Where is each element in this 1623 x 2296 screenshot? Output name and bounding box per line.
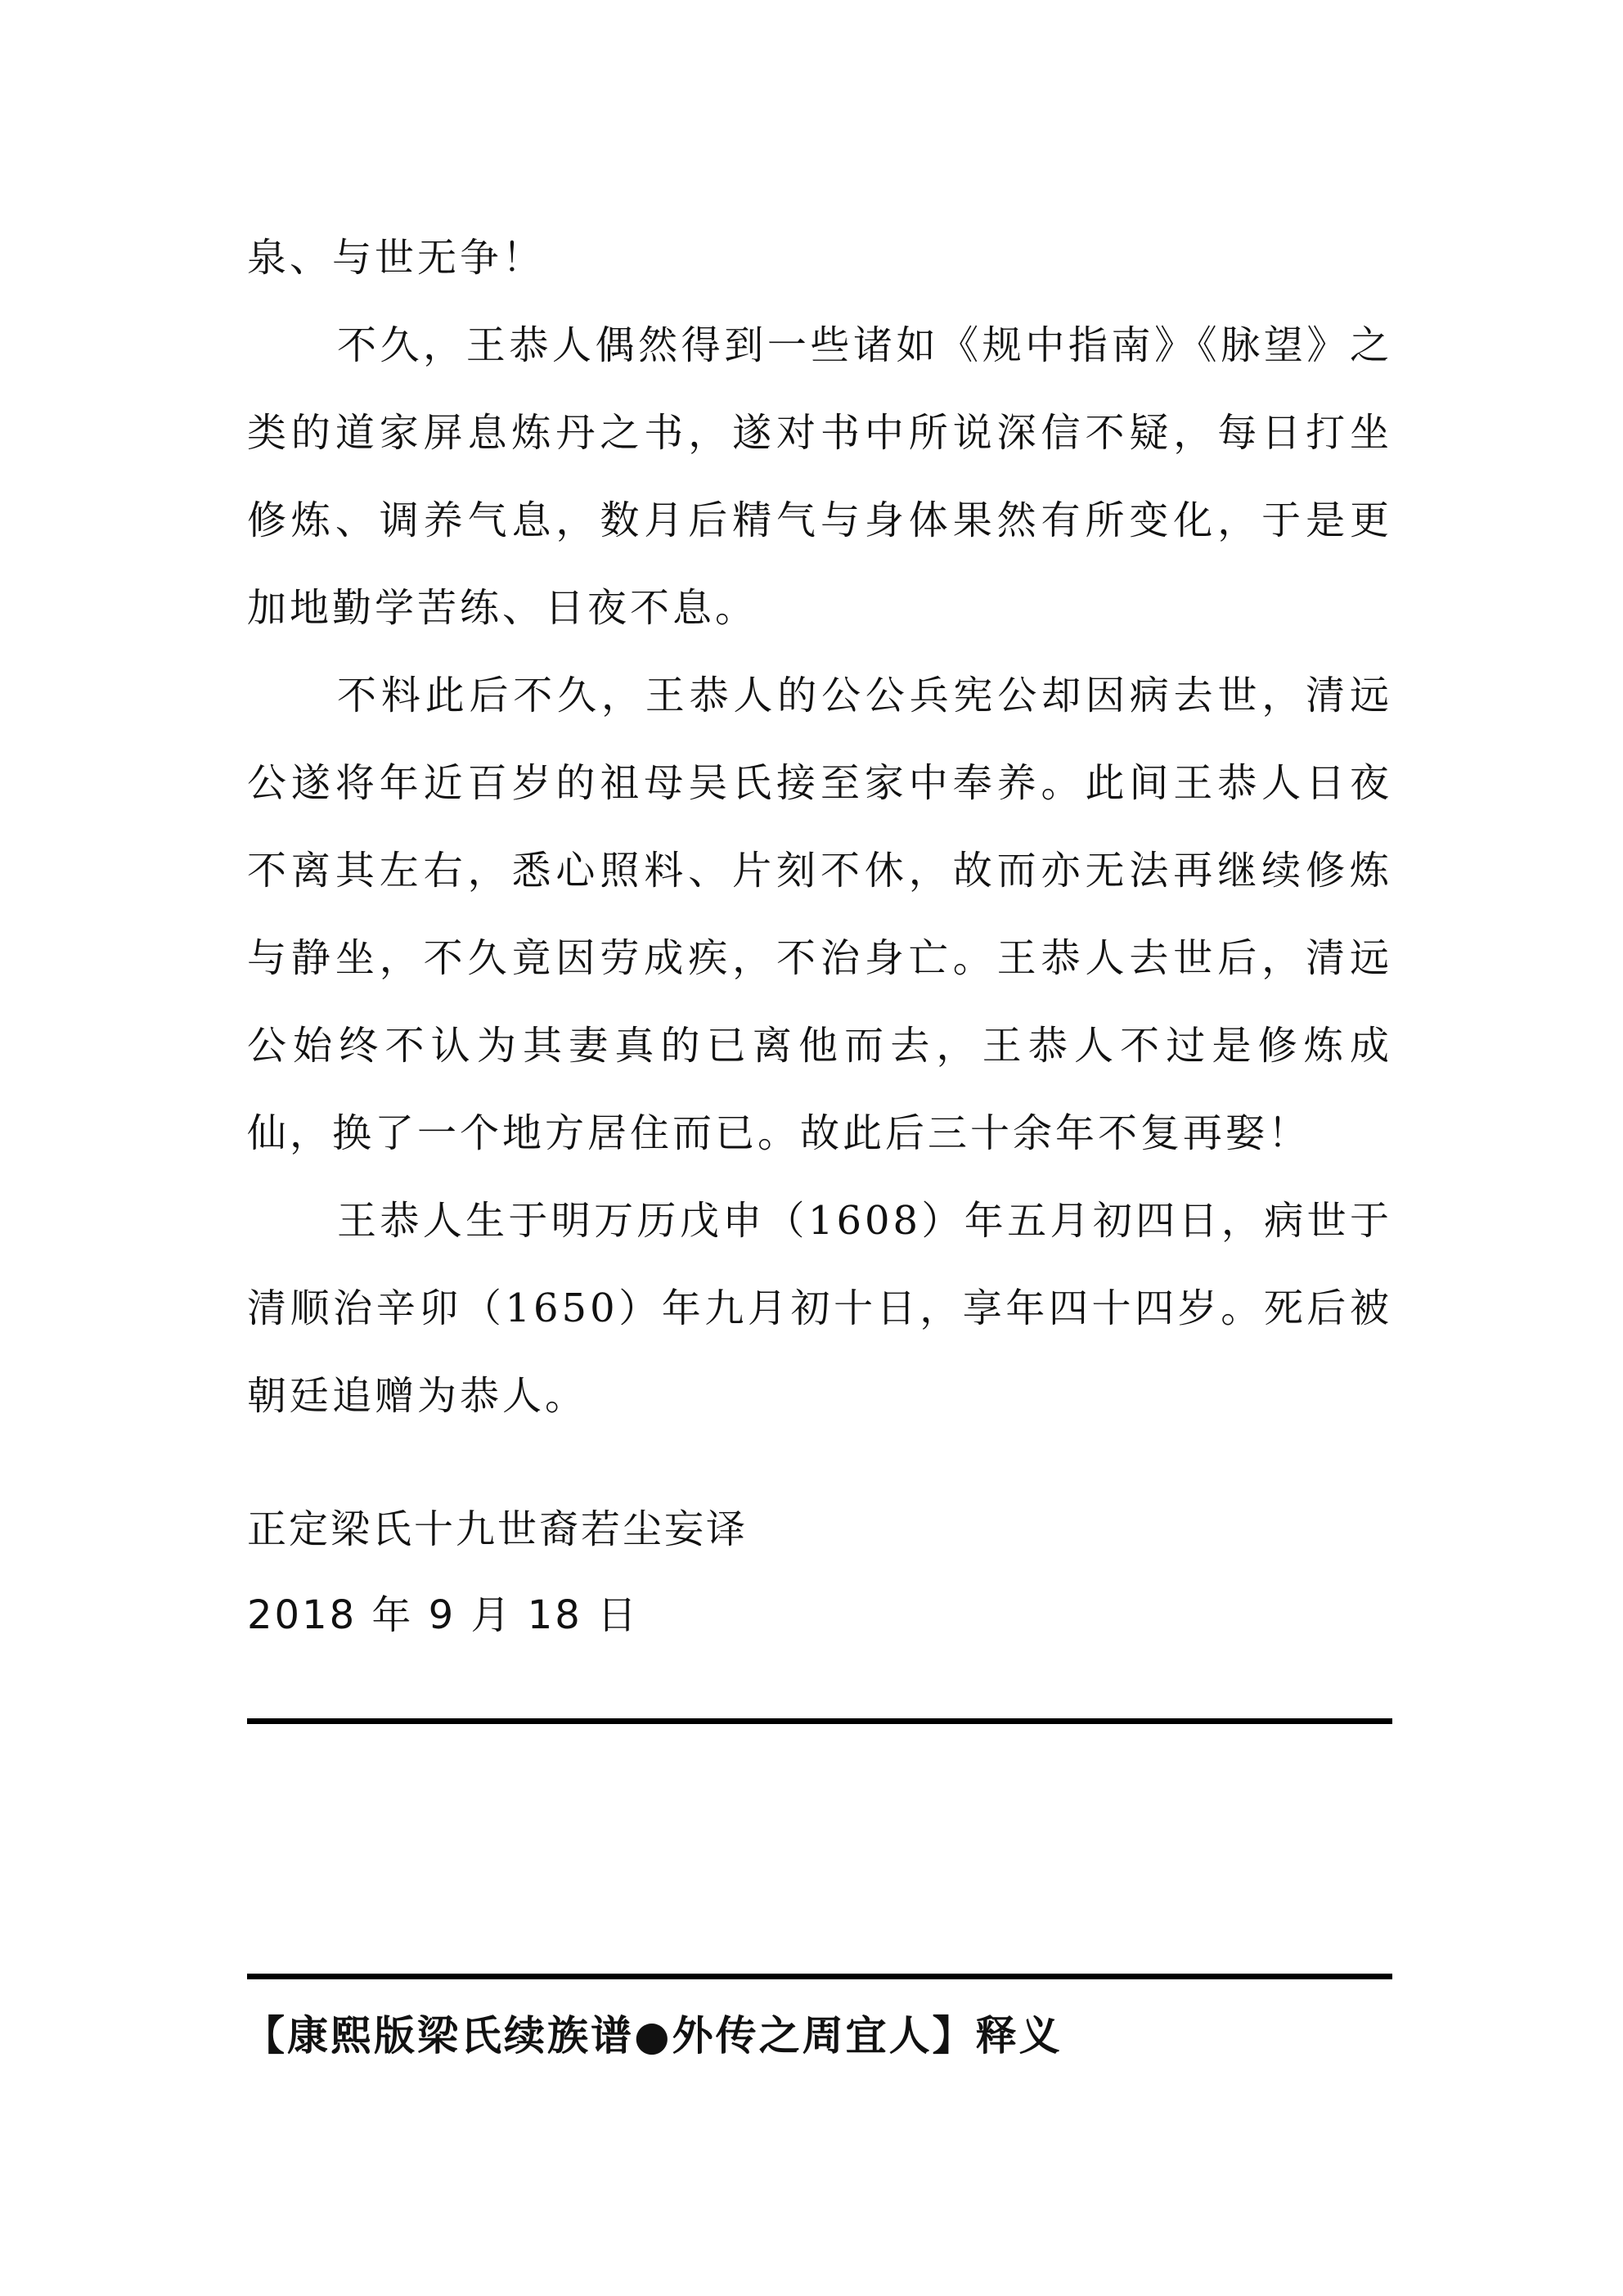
paragraph-continuation: 泉、与世无争！	[247, 235, 546, 281]
paragraph-practice: 不久，王恭人偶然得到一些诸如《规中指南》《脉望》之类的道家屏息炼丹之书，遂对书中所说深信不疑，每日打坐修炼、调养气息，数月后精气与身体果然有所变化，于是更加地勤学苦练、日夜不息。	[247, 322, 1392, 631]
section-divider-top	[247, 1718, 1392, 1724]
paragraph-death: 不料此后不久，王恭人的公公兵宪公却因病去世，清远公遂将年近百岁的祖母吴氏接至家中奉养。此间王恭人日夜不离其左右，悉心照料、片刻不休，故而亦无法再继续修炼与静坐，不久竟因劳成疾，不治身亡。王恭人去世后，清远公始终不认为其妻真的已离他而去，王恭人不过是修炼成仙，换了一个地方居住而已。故此后三十余年不复再娶！	[247, 673, 1392, 1156]
translation-date: 2018 年 9 月 18 日	[247, 1592, 640, 1638]
section-divider-bottom	[247, 1974, 1392, 1979]
translator-signature: 正定梁氏十九世裔若尘妄译	[247, 1506, 749, 1552]
paragraph-dates: 王恭人生于明万历戊申（1608）年五月初四日，病世于清顺治辛卯（1650）年九月初十日，享年四十四岁。死后被朝廷追赠为恭人。	[247, 1198, 1392, 1419]
body-text	[247, 214, 1392, 1440]
next-section-heading: 【康熙版梁氏续族谱●外传之周宜人】释义	[244, 2011, 1063, 2060]
